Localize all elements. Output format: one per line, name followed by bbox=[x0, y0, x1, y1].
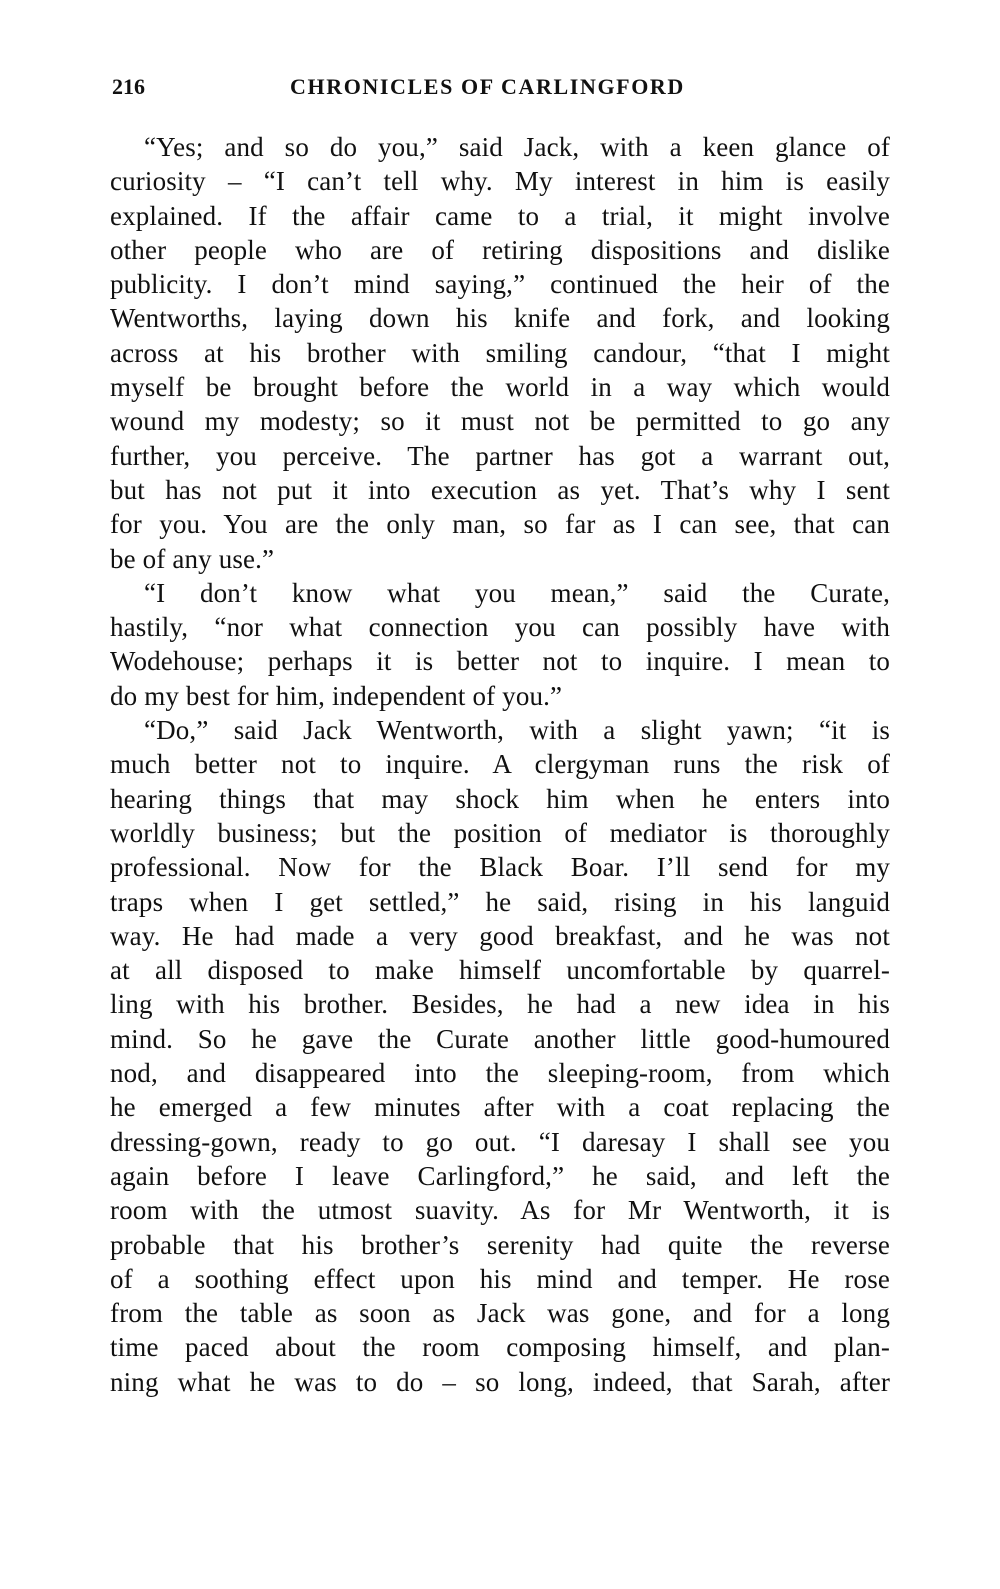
text-line: from the table as soon as Jack was gone, and for a long bbox=[110, 1298, 890, 1329]
text-line: traps when I get settled,” he said, rising in his languid bbox=[110, 886, 890, 917]
text-line: be of any use.” bbox=[110, 543, 275, 574]
text-line: room with the utmost suavity. As for Mr Wentworth, it is bbox=[110, 1195, 890, 1226]
text-line: worldly business; but the position of mediator is thoroughly bbox=[110, 817, 890, 848]
text-line: of a soothing effect upon his mind and temper. He rose bbox=[110, 1263, 890, 1294]
text-line: nod, and disappeared into the sleeping-room, from which bbox=[110, 1058, 890, 1089]
text-line: ling with his brother. Besides, he had a new idea in his bbox=[110, 989, 890, 1020]
text-line: Wodehouse; perhaps it is better not to inquire. I mean to bbox=[110, 646, 890, 677]
text-line: probable that his brother’s serenity had quite the reverse bbox=[110, 1229, 890, 1260]
text-line: publicity. I don’t mind saying,” continued the heir of the bbox=[110, 269, 890, 300]
text-line: wound my modesty; so it must not be permitted to go any bbox=[110, 406, 890, 437]
text-line: do my best for him, independent of you.” bbox=[110, 680, 563, 711]
text-line: way. He had made a very good breakfast, and he was not bbox=[110, 920, 890, 951]
text-line: he emerged a few minutes after with a coat replacing the bbox=[110, 1092, 890, 1123]
text-line: further, you perceive. The partner has got a warrant out, bbox=[110, 440, 890, 471]
running-head bbox=[112, 70, 890, 104]
text-line: time paced about the room composing himself, and plan- bbox=[110, 1332, 890, 1363]
text-line: hastily, “nor what connection you can possibly have with bbox=[110, 612, 890, 643]
text-line: other people who are of retiring dispositions and dislike bbox=[110, 234, 890, 265]
text-line: myself be brought before the world in a way which would bbox=[110, 372, 890, 403]
text-line: curiosity – “I can’t tell why. My interest in him is easily bbox=[110, 166, 890, 197]
text-line: professional. Now for the Black Boar. I’ll send for my bbox=[110, 852, 890, 883]
text-line: for you. You are the only man, so far as I can see, that can bbox=[110, 509, 890, 540]
page-number: 216 bbox=[112, 74, 145, 99]
text-line: but has not put it into execution as yet. That’s why I sent bbox=[110, 474, 890, 505]
text-line: Wentworths, laying down his knife and fork, and looking bbox=[110, 303, 890, 334]
text-line: “I don’t know what you mean,” said the Curate, bbox=[144, 577, 890, 608]
text-line: mind. So he gave the Curate another little good-humoured bbox=[110, 1023, 890, 1054]
text-line: much better not to inquire. A clergyman runs the risk of bbox=[110, 749, 890, 780]
text-line: “Do,” said Jack Wentworth, with a slight yawn; “it is bbox=[144, 715, 890, 746]
body-text bbox=[110, 130, 890, 1399]
book-title: CHRONICLES OF CARLINGFORD bbox=[290, 74, 685, 99]
text-line: hearing things that may shock him when he enters into bbox=[110, 783, 890, 814]
text-line: at all disposed to make himself uncomfortable by quarrel- bbox=[110, 955, 890, 986]
text-line: ning what he was to do – so long, indeed, that Sarah, after bbox=[110, 1366, 890, 1397]
text-line: explained. If the affair came to a trial, it might involve bbox=[110, 200, 890, 231]
text-line: dressing-gown, ready to go out. “I daresay I shall see you bbox=[110, 1126, 890, 1157]
text-line: again before I leave Carlingford,” he said, and left the bbox=[110, 1160, 890, 1191]
text-line: “Yes; and so do you,” said Jack, with a keen glance of bbox=[144, 132, 890, 162]
text-line: across at his brother with smiling candour, “that I might bbox=[110, 337, 890, 368]
